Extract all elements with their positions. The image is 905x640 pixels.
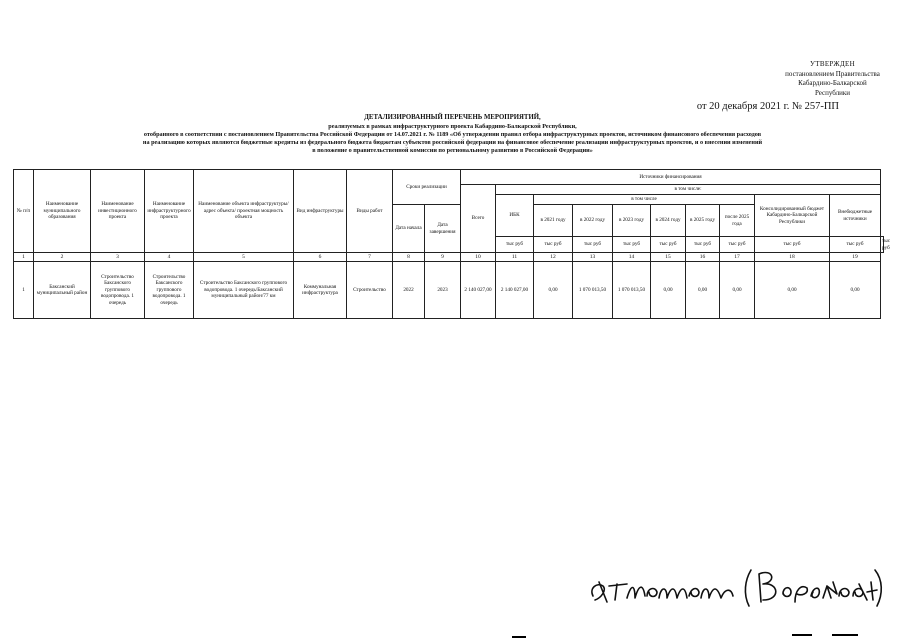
page-mark	[792, 634, 812, 636]
cell-object: Строительство Баксанского группового водопровода. 1 очередь/Баксанский муниципальный район/77 км	[194, 262, 294, 319]
approval-line: постановлением Правительства	[785, 69, 880, 78]
header-ibk: ИБК	[496, 195, 534, 237]
column-number: 16	[686, 253, 720, 262]
decree-date: от 20 декабря 2021 г. № 257-ПП	[696, 101, 839, 112]
header-infra-project: Наименование инфраструктурного проекта	[145, 170, 194, 253]
header-end: Дата завершения	[425, 205, 461, 253]
header-infra-type: Вид инфраструктуры	[294, 170, 347, 253]
page-mark	[512, 636, 526, 638]
cell-y2021: 0,00	[534, 262, 573, 319]
cell-end: 2023	[425, 262, 461, 319]
column-number: 4	[145, 253, 194, 262]
cell-work-type: Строительство	[347, 262, 393, 319]
header-including: в том числе:	[496, 185, 881, 195]
cell-extra: 0,00	[830, 262, 881, 319]
column-number: 8	[393, 253, 425, 262]
cell-num: 1	[14, 262, 34, 319]
title-line: в положение о правительственной комиссии по региональному развитию в Российской Федерации»	[312, 147, 593, 154]
cell-infra-type: Коммунальная инфраструктура	[294, 262, 347, 319]
approval-line: Республики	[814, 88, 851, 97]
column-number: 18	[755, 253, 830, 262]
unit-label: тыс руб	[755, 237, 830, 253]
column-number: 13	[573, 253, 613, 262]
column-number: 1	[14, 253, 34, 262]
cell-y2025: 0,00	[686, 262, 720, 319]
column-number: 10	[461, 253, 496, 262]
cell-y2022: 1 070 013,50	[573, 262, 613, 319]
cell-infra-project: Строительство Баксанского группового водопровода. 1 очередь	[145, 262, 194, 319]
unit-label: тыс руб	[573, 237, 613, 253]
column-number: 15	[651, 253, 686, 262]
header-extra: Внебюджетные источники	[830, 195, 881, 237]
title-line: отобранного в соответствии с постановлением Правительства Российской Федерации от 14.07.2021 г. № 1189 «Об утверждении правил отбора инфраструктурных проектов, источником финансового обеспечения расходов	[143, 131, 762, 138]
header-sources: Источники финансирования	[461, 170, 881, 185]
cell-consolidated: 0,00	[755, 262, 830, 319]
page-mark	[832, 634, 858, 636]
header-y2025: в 2025 году	[686, 205, 720, 237]
header-object: Наименование объекта инфраструктуры/ адрес объекта/ проектная мощность объекта	[194, 170, 294, 253]
approval-head: УТВЕРЖДЕН	[810, 60, 855, 68]
cell-after2025: 0,00	[720, 262, 755, 319]
title-line: на реализацию которых являются бюджетные кредиты из федерального бюджета бюджетам субъектов российской федерации на финансовое обеспечение реализации инфраструктурных проектов, и о внесении изменений	[142, 139, 763, 146]
header-start: Дата начала	[393, 205, 425, 253]
header-y2021: в 2021 году	[534, 205, 573, 237]
unit-label: тыс руб	[882, 238, 891, 251]
unit-label: тыс руб	[496, 237, 534, 253]
header-y2024: в 2024 году	[651, 205, 686, 237]
column-number: 14	[613, 253, 651, 262]
column-number: 19	[830, 253, 881, 262]
unit-label: тыс руб	[651, 237, 686, 253]
column-number: 12	[534, 253, 573, 262]
cell-invest-project: Строительство Баксанского группового водопровода. 1 очередь	[91, 262, 145, 319]
unit-label: тыс руб	[720, 237, 755, 253]
header-municipality: Наименование муниципального образования	[34, 170, 91, 253]
header-terms: Сроки реализации	[393, 170, 461, 205]
cell-start: 2022	[393, 262, 425, 319]
unit-label: тыс руб	[830, 237, 881, 253]
header-consolidated: Консолидированный бюджет Кабардино-Балкарской Республики	[755, 195, 830, 237]
measures-table	[13, 169, 891, 319]
column-number: 2	[34, 253, 91, 262]
cell-municipality: Баксанский муниципальный район	[34, 262, 91, 319]
cell-total: 2 140 027,00	[461, 262, 496, 319]
approval-stamp	[770, 60, 895, 98]
header-total: Всего	[461, 185, 496, 253]
table-row	[14, 262, 884, 319]
column-number: 5	[194, 253, 294, 262]
column-number: 9	[425, 253, 461, 262]
cell-y2024: 0,00	[651, 262, 686, 319]
cell-y2023: 1 070 013,50	[613, 262, 651, 319]
column-number: 17	[720, 253, 755, 262]
handwritten-signature	[587, 562, 887, 612]
cell-ibk: 2 140 027,00	[496, 262, 534, 319]
unit-label: тыс руб	[613, 237, 651, 253]
header-work-type: Виды работ	[347, 170, 393, 253]
approval-line: Кабардино-Балкарской	[798, 79, 867, 87]
title-line: реализуемых в рамках инфраструктурного проекта Кабардино-Балкарской Республики,	[328, 123, 577, 130]
column-number: 3	[91, 253, 145, 262]
header-num: № п/п	[14, 170, 34, 253]
column-number: 6	[294, 253, 347, 262]
unit-label: тыс руб	[686, 237, 720, 253]
document-title: ДЕТАЛИЗИРОВАННЫЙ ПЕРЕЧЕНЬ МЕРОПРИЯТИЙ,	[364, 114, 541, 121]
column-number: 11	[496, 253, 534, 262]
unit-label: тыс руб	[534, 237, 573, 253]
header-ibk-including: в том числе	[534, 195, 755, 205]
header-invest-project: Наименование инвестиционного проекта	[91, 170, 145, 253]
column-number: 7	[347, 253, 393, 262]
header-y2023: в 2023 году	[613, 205, 651, 237]
header-after2025: после 2025 года	[720, 205, 755, 237]
header-y2022: в 2022 году	[573, 205, 613, 237]
